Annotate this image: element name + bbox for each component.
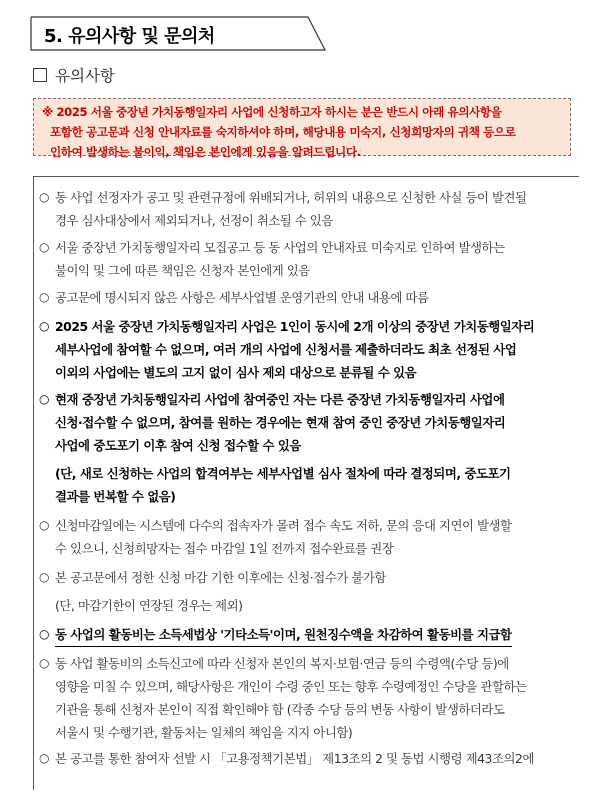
- bullet-icon: ○: [39, 656, 50, 670]
- bullet-icon: ○: [39, 290, 50, 304]
- section-title: 5. 유의사항 및 문의처: [44, 26, 215, 47]
- list-item: [39, 286, 574, 309]
- item-line: 2025 서울 중장년 가치동행일자리 사업은 1인이 동시에 2개 이상의 중장년 가치동행일자리: [55, 319, 535, 334]
- item-line: 본 공고문에서 정한 신청 마감 기한 이후에는 신청·접수가 불가함: [55, 570, 386, 585]
- item-line: 기관을 통해 신청자 본인이 직접 확인해야 함 (각종 수당 등의 변동 사항이 발생하더라도: [55, 702, 505, 717]
- bullet-icon: ○: [39, 518, 50, 532]
- bullet-icon: ○: [39, 751, 50, 765]
- item-line: 공고문에 명시되지 않은 사항은 세부사업별 운영기관의 안내 내용에 따름: [55, 290, 429, 305]
- item-line: 동 사업 활동비의 소득신고에 따라 신청자 본인의 복지·보험·연금 등의 수령액(수당 등)에: [55, 656, 509, 671]
- subsection-heading: [33, 64, 115, 86]
- bullet-icon: ○: [39, 392, 50, 406]
- item-line: 서울시 및 수행기관, 활동처는 일체의 책임을 지지 아니함): [55, 725, 353, 740]
- item-line: 신청마감일에는 시스템에 다수의 접속자가 몰려 접수 속도 저하, 문의 응대 지연이 발생할: [55, 518, 512, 533]
- item-line: 결과를 번복할 수 없음): [55, 489, 176, 504]
- item-line: 수 있으니, 신청희망자는 접수 마감일 1일 전까지 접수완료를 권장: [55, 541, 394, 556]
- item-line: 세부사업에 참여할 수 없으며, 여러 개의 사업에 신청서를 제출하더라도 최초 선정된 사업: [55, 342, 517, 357]
- item-line: 신청·접수할 수 없으며, 참여를 원하는 경우에는 현재 참여 중인 중장년 가치동행일자리: [55, 415, 506, 430]
- bullet-icon: ○: [39, 570, 50, 584]
- item-line: 영향을 미칠 수 있으며, 해당사항은 개인이 수령 중인 또는 향후 수령예정인 수당을 관할하는: [55, 679, 527, 694]
- bullet-icon: ○: [39, 319, 50, 333]
- list-item: [39, 652, 574, 744]
- item-note: [55, 594, 570, 617]
- bullet-icon: ○: [39, 240, 50, 254]
- notice-box: [33, 98, 571, 159]
- notice-line: 포함한 공고문과 신청 안내자료를 숙지하셔야 하며, 해당내용 미숙지, 신청희망자의 귀책 등으로: [50, 125, 516, 139]
- item-line: 서울 중장년 가치동행일자리 모집공고 등 동 사업의 안내자료 미숙지로 인하여 발생하는: [55, 240, 505, 255]
- item-line: 동 사업 선정자가 공고 및 관련규정에 위배되거나, 허위의 내용으로 신청한 사실 등이 발견될: [55, 190, 527, 205]
- bullet-icon: ○: [39, 627, 50, 641]
- list-item: [39, 315, 574, 384]
- bullet-icon: ○: [39, 190, 50, 204]
- list-item: [39, 514, 574, 560]
- list-item: [39, 388, 574, 457]
- item-line: 불이익 및 그에 따른 책임은 신청자 본인에게 있음: [55, 263, 310, 278]
- list-item: [39, 566, 574, 589]
- subsection-label: 유의사항: [55, 67, 115, 85]
- item-line: 사업에 중도포기 이후 참여 신청 접수할 수 있음: [55, 438, 301, 453]
- item-line: 이외의 사업에는 별도의 고지 없이 심사 제외 대상으로 분류될 수 있음: [55, 365, 417, 380]
- item-line: (단, 마감기한이 연장된 경우는 제외): [55, 598, 243, 613]
- item-line: (단, 새로 신청하는 사업의 합격여부는 세부사업별 심사 절차에 따라 결정되며, 중도포기: [55, 466, 511, 481]
- item-line: 현재 중장년 가치동행일자리 사업에 참여중인 자는 다른 중장년 가치동행일자리 사업에: [55, 392, 505, 407]
- list-item: [39, 747, 574, 770]
- item-line: 동 사업의 활동비는 소득세법상 '기타소득'이며, 원천징수액을 차감하여 활동비를 지급함: [55, 623, 512, 647]
- list-item: [39, 623, 574, 647]
- section-header: [30, 16, 326, 50]
- checkbox-icon: [33, 68, 47, 82]
- list-item: [39, 186, 574, 232]
- notice-line: 인하여 발생하는 불이익, 책임은 본인에게 있음을 알려드립니다.: [50, 145, 361, 159]
- item-note: [55, 462, 570, 508]
- notice-line: ※ 2025 서울 중장년 가치동행일자리 사업에 신청하고자 하시는 분은 반드시 아래 유의사항을: [42, 105, 502, 119]
- list-item: [39, 236, 574, 282]
- item-line: 경우 심사대상에서 제외되거나, 선정이 취소될 수 있음: [55, 213, 333, 228]
- item-line: 본 공고를 통한 참여자 선발 시 「고용정책기본법」 제13조의 2 및 동법 시행령 제43조의2에: [55, 751, 534, 766]
